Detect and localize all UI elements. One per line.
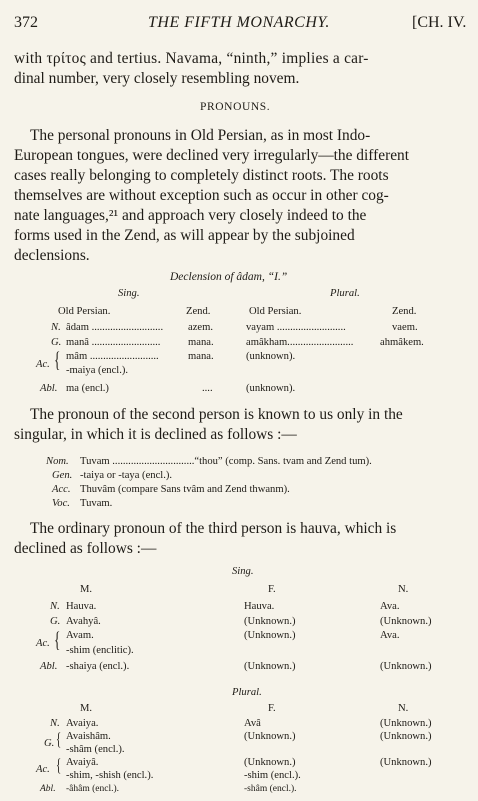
brace-glyph: { xyxy=(56,755,62,775)
table-caption: Declension of âdam, “I.” xyxy=(170,271,288,283)
table-cell: âdam ........................... xyxy=(66,322,164,333)
table-cell: (Unknown.) xyxy=(380,661,432,672)
table-cell: vaem. xyxy=(392,322,418,333)
table-cell: (Unknown.) xyxy=(244,616,296,627)
brace-glyph: { xyxy=(56,729,62,749)
col-header: Zend. xyxy=(392,306,417,317)
table-cell: Avaiyâ. xyxy=(66,757,99,768)
intro-line-1: with τρίτος and tertius. Navama, “ninth,” implies a car- xyxy=(14,50,369,67)
case-label: Ac. xyxy=(36,638,50,649)
table-cell: (Unknown.) xyxy=(380,731,432,742)
table-cell: (Unknown.) xyxy=(380,718,432,729)
col-header: M. xyxy=(80,703,93,714)
plural-label: Plural. xyxy=(330,288,360,299)
brace-glyph: { xyxy=(54,627,61,652)
table-cell: (Unknown.) xyxy=(244,731,296,742)
table-cell: (Unknown.) xyxy=(244,661,296,672)
para1-line: cases really belonging to completely distinct roots. The roots xyxy=(14,167,389,184)
table-cell: -shaiya (encl.). xyxy=(66,661,130,672)
table-cell: -shim (enclitic). xyxy=(66,645,134,656)
table-cell: (Unknown.) xyxy=(244,630,296,641)
table-cell: (Unknown.) xyxy=(244,757,296,768)
table-cell: (Unknown.) xyxy=(380,757,432,768)
para2-line: The pronoun of the second person is known to us only in the xyxy=(30,406,403,423)
section-heading: PRONOUNS. xyxy=(200,101,271,113)
case-label: G. xyxy=(50,616,61,627)
decl-row: Thuvâm (compare Sans tvâm and Zend thwanm). xyxy=(80,484,290,495)
intro-line-2: dinal number, very closely resembling novem. xyxy=(14,70,300,87)
para1-line: The personal pronouns in Old Persian, as in most Indo- xyxy=(30,127,371,144)
col-header: F. xyxy=(268,584,276,595)
case-label: G. xyxy=(51,337,62,348)
running-title: THE FIFTH MONARCHY. xyxy=(148,14,330,31)
case-label: Abl. xyxy=(40,383,58,394)
table-cell: -âhâm (encl.). xyxy=(66,784,120,794)
para1-line: themselves are without exception such as occur in other cog- xyxy=(14,187,389,204)
brace-glyph: { xyxy=(54,347,61,372)
table-cell: -maiya (encl.). xyxy=(66,365,129,376)
table-cell: Avam. xyxy=(66,630,94,641)
case-label: Gen. xyxy=(52,470,73,481)
table-cell: -shim (encl.). xyxy=(244,770,301,781)
table-cell: mana. xyxy=(188,337,214,348)
table-cell: Avaiya. xyxy=(66,718,99,729)
table-cell: Hauva. xyxy=(66,601,97,612)
col-header: F. xyxy=(268,703,276,714)
table-cell: (Unknown.) xyxy=(380,616,432,627)
case-label: N. xyxy=(50,718,60,729)
decl-row: -taiya or -taya (encl.). xyxy=(80,470,173,481)
page-number: 372 xyxy=(14,14,38,31)
sing-label: Sing. xyxy=(118,288,140,299)
table-cell: -shâm (encl.). xyxy=(66,744,125,755)
case-label: Abl. xyxy=(40,784,56,794)
table-cell: Avahyâ. xyxy=(66,616,101,627)
case-label: Ac. xyxy=(36,764,50,775)
para3-line: declined as follows :— xyxy=(14,540,157,557)
chapter-marker: [CH. IV. xyxy=(412,14,467,31)
col-header: N. xyxy=(398,584,409,595)
case-label: Ac. xyxy=(36,359,50,370)
para2-line: singular, in which it is declined as follows :— xyxy=(14,426,297,443)
table-cell: mana. xyxy=(188,351,214,362)
table-cell: ma (encl.) xyxy=(66,383,109,394)
table-cell: -shâm (encl.). xyxy=(244,784,297,794)
table-cell: .... xyxy=(202,383,213,394)
case-label: Nom. xyxy=(46,456,69,467)
sing-label: Sing. xyxy=(232,566,254,577)
case-label: G. xyxy=(44,738,55,749)
para3-line: The ordinary pronoun of the third person is hauva, which is xyxy=(30,520,397,537)
table-cell: vayam .......................... xyxy=(246,322,346,333)
col-header: Old Persian. xyxy=(249,306,302,317)
case-label: Acc. xyxy=(52,484,71,495)
table-cell: manâ .......................... xyxy=(66,337,161,348)
col-header: Old Persian. xyxy=(58,306,111,317)
decl-row: Tuvam ...............................“thou” (comp. Sans. tvam and Zend tum). xyxy=(80,456,372,467)
case-label: Abl. xyxy=(40,661,58,672)
table-cell: -shim, -shish (encl.). xyxy=(66,770,154,781)
para1-line: forms used in the Zend, as will appear by the subjoined xyxy=(14,227,355,244)
case-label: N. xyxy=(50,601,60,612)
table-cell: Avaishâm. xyxy=(66,731,111,742)
table-cell: ahmâkem. xyxy=(380,337,424,348)
table-cell: Avâ xyxy=(244,718,261,729)
table-cell: (unknown). xyxy=(246,383,296,394)
table-cell: mâm .......................... xyxy=(66,351,159,362)
table-cell: azem. xyxy=(188,322,213,333)
para1-line: nate languages,²¹ and approach very closely indeed to the xyxy=(14,207,367,224)
para1-line: declensions. xyxy=(14,247,90,264)
para1-line: European tongues, were declined very irregularly—the different xyxy=(14,147,410,164)
plural-label: Plural. xyxy=(232,687,262,698)
table-cell: (unknown). xyxy=(246,351,296,362)
col-header: N. xyxy=(398,703,409,714)
case-label: Voc. xyxy=(52,498,70,509)
case-label: N. xyxy=(51,322,61,333)
col-header: Zend. xyxy=(186,306,211,317)
col-header: M. xyxy=(80,584,93,595)
table-cell: Hauva. xyxy=(244,601,275,612)
decl-row: Tuvam. xyxy=(80,498,113,509)
table-cell: Ava. xyxy=(380,630,400,641)
table-cell: amâkham......................... xyxy=(246,337,354,348)
table-cell: Ava. xyxy=(380,601,400,612)
